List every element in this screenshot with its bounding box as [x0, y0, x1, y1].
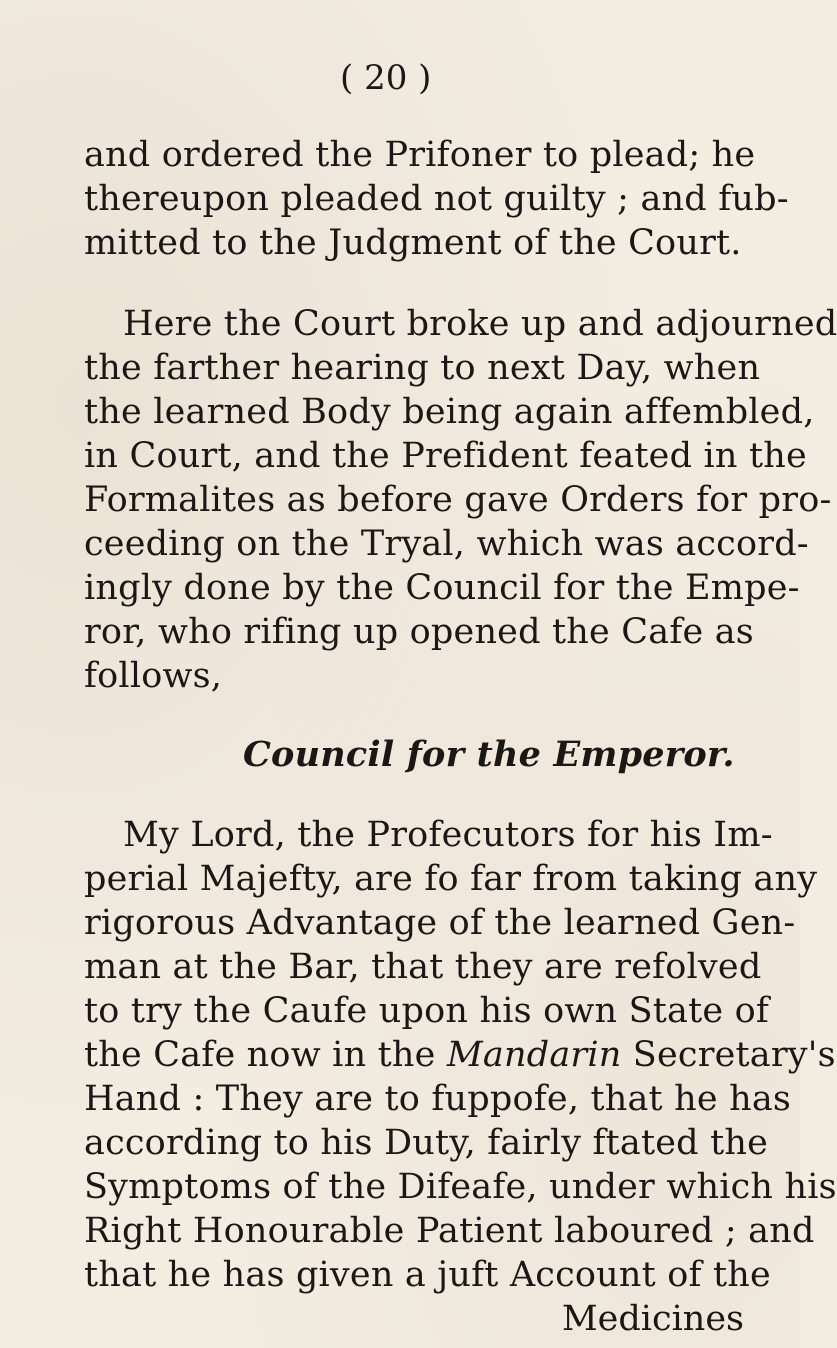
text-line-mandarin — [84, 1033, 836, 1077]
text-line: in Court, and the Prefident feated in the — [84, 436, 807, 476]
text-line: ror, who rifing up opened the Cafe as — [84, 612, 754, 652]
page-number: ( 20 ) — [340, 58, 432, 98]
text-line: follows, — [84, 656, 223, 696]
text-line: rigorous Advantage of the learned Gen- — [84, 903, 796, 943]
text-line: the farther hearing to next Day, when — [84, 348, 761, 388]
text-line: according to his Duty, fairly ftated the — [84, 1123, 769, 1163]
text-line: and ordered the Prifoner to plead; he — [84, 135, 756, 175]
text-line: that he has given a juft Account of the — [84, 1255, 771, 1295]
italic-word-mandarin: Mandarin — [446, 1035, 622, 1075]
text-line: ceeding on the Tryal, which was accord- — [84, 524, 809, 564]
text-line: the learned Body being again affembled, — [84, 392, 815, 432]
text-line: My Lord, the Profecutors for his Im- — [123, 815, 773, 855]
text-line: Here the Court broke up and adjourned — [123, 304, 837, 344]
text-line: Right Honourable Patient laboured ; and — [84, 1211, 815, 1251]
section-heading: Council for the Emperor. — [243, 734, 735, 775]
catchword: Medicines — [561, 1299, 744, 1339]
text-line: mitted to the Judgment of the Court. — [84, 223, 742, 263]
text-line: man at the Bar, that they are refolved — [84, 947, 762, 987]
text-line: to try the Caufe upon his own State of — [84, 991, 770, 1031]
text-line: Symptoms of the Difeafe, under which his — [84, 1167, 837, 1207]
text-line: ingly done by the Council for the Empe- — [84, 568, 800, 608]
text-segment: Secretary's — [621, 1035, 836, 1075]
text-line: thereupon pleaded not guilty ; and fub- — [84, 179, 789, 219]
text-line: Formalites as before gave Orders for pro- — [84, 480, 832, 520]
text-line: perial Majefty, are fo far from taking any — [84, 859, 818, 899]
text-line: Hand : They are to fuppofe, that he has — [84, 1079, 792, 1119]
text-segment: the Cafe now in the — [84, 1035, 447, 1075]
